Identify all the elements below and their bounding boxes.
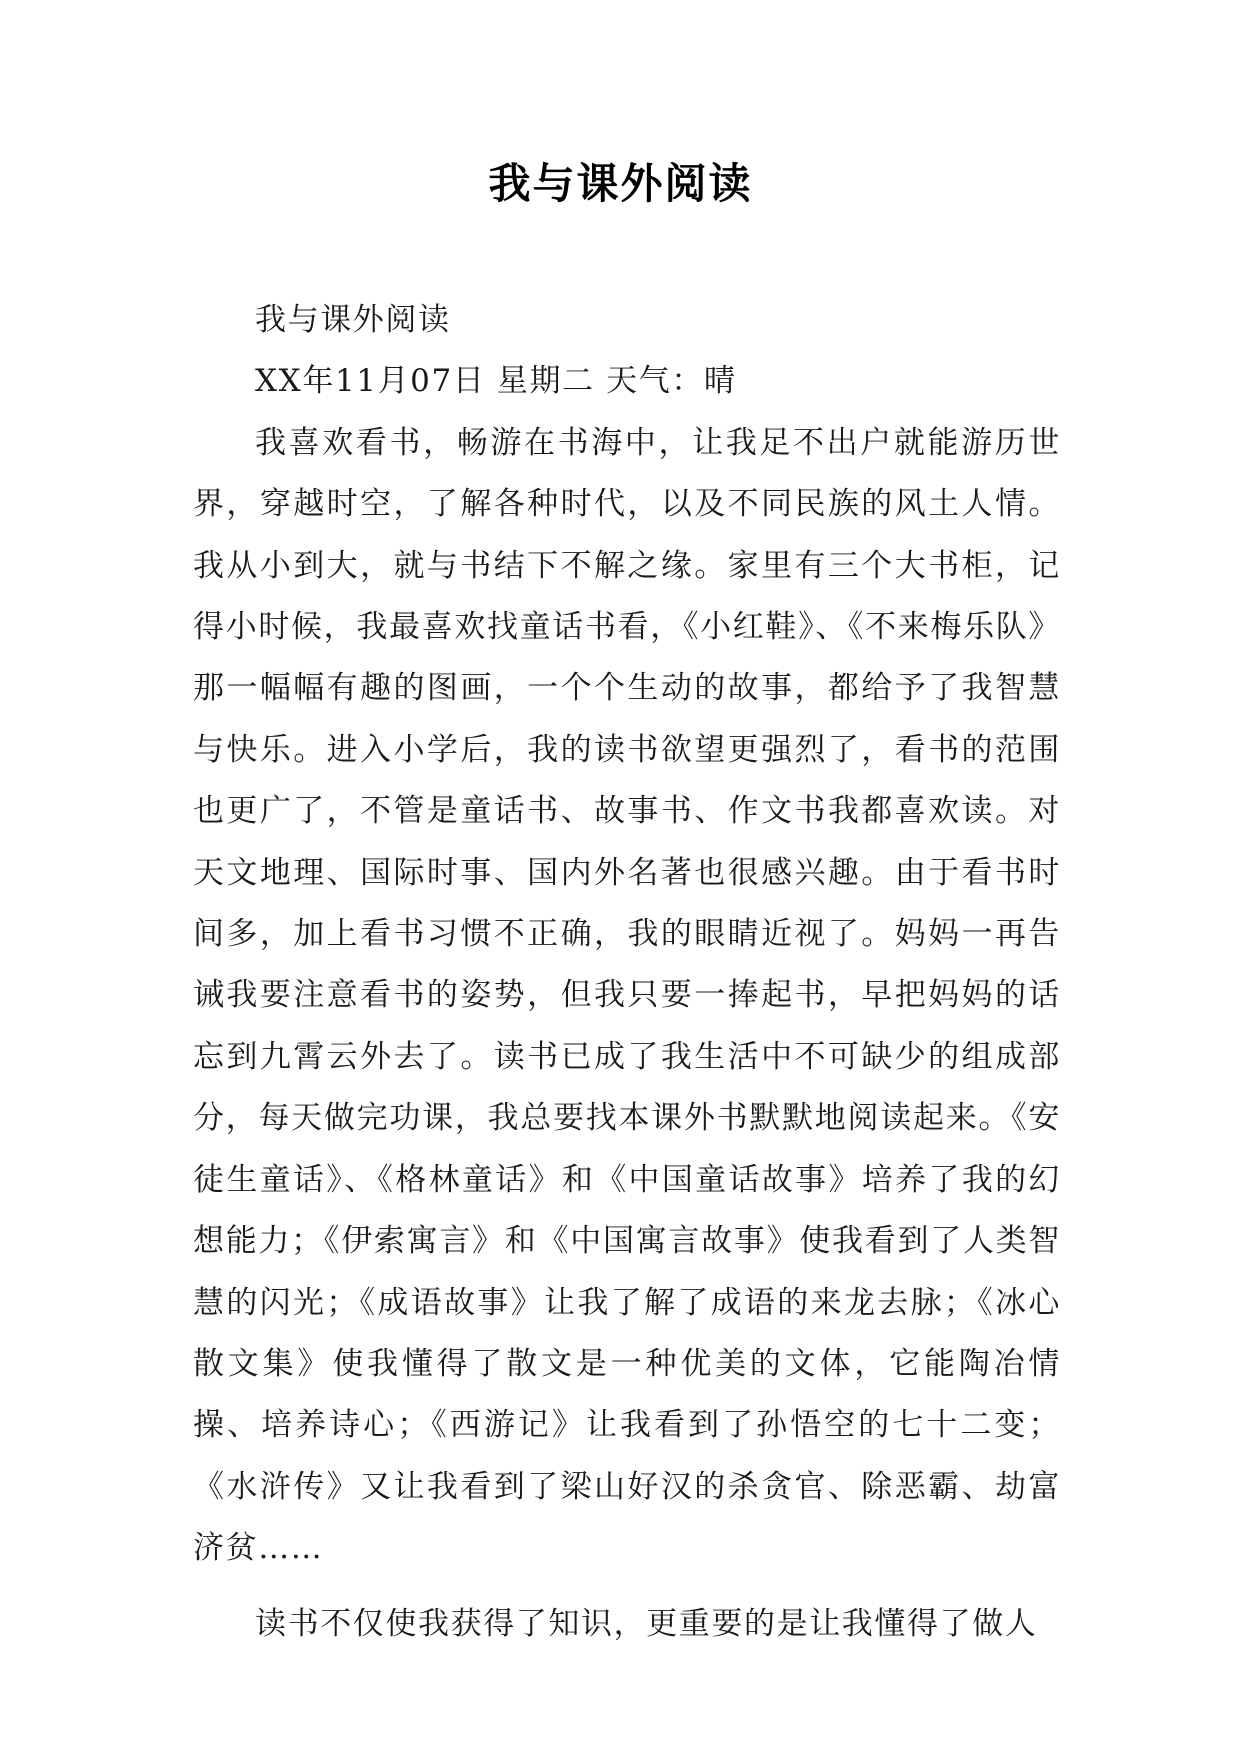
body-paragraph: 我喜欢看书，畅游在书海中，让我足不出户就能游历世界，穿越时空，了解各种时代，以及不同民族的风土人情。我从小到大，就与书结下不解之缘。家里有三个大书柜，记得小时候，我最喜欢找童话书看，《小红鞋》、《不来梅乐队》那一幅幅有趣的图画，一个个生动的故事，都给予了我智慧与快乐。进入小学后，我的读书欲望更强烈了，看书的范围也更广了，不管是童话书、故事书、作文书我都喜欢读。对天文地理、国际时事、国内外名著也很感兴趣。由于看书时间多，加上看书习惯不正确，我的眼睛近视了。妈妈一再告诫我要注意看书的姿势，但我只要一捧起书，早把妈妈的话忘到九霄云外去了。读书已成了我生活中不可缺少的组成部分，每天做完功课，我总要找本课外书默默地阅读起来。《安徒生童话》、《格林童话》和《中国童话故事》培养了我的幻想能力；《伊索寓言》和《中国寓言故事》使我看到了人类智慧的闪光；《成语故事》让我了解了成语的来龙去脉；《冰心散文集》使我懂得了散文是一种优美的文体，它能陶冶情操、培养诗心；《西游记》让我看到了孙悟空的七十二变；《水浒传》又让我看到了梁山好汉的杀贪官、除恶霸、劫富济贫…… bbox=[193, 424, 1061, 1567]
subtitle-paragraph: 我与课外阅读 bbox=[255, 302, 451, 338]
document-title: 我与课外阅读 bbox=[488, 159, 753, 208]
body-paragraph: 读书不仅使我获得了知识，更重要的是让我懂得了做人 bbox=[255, 1605, 1038, 1642]
document-body bbox=[193, 290, 1061, 1655]
date-weather-paragraph: XX年11月07日 星期二 天气：晴 bbox=[255, 363, 737, 400]
